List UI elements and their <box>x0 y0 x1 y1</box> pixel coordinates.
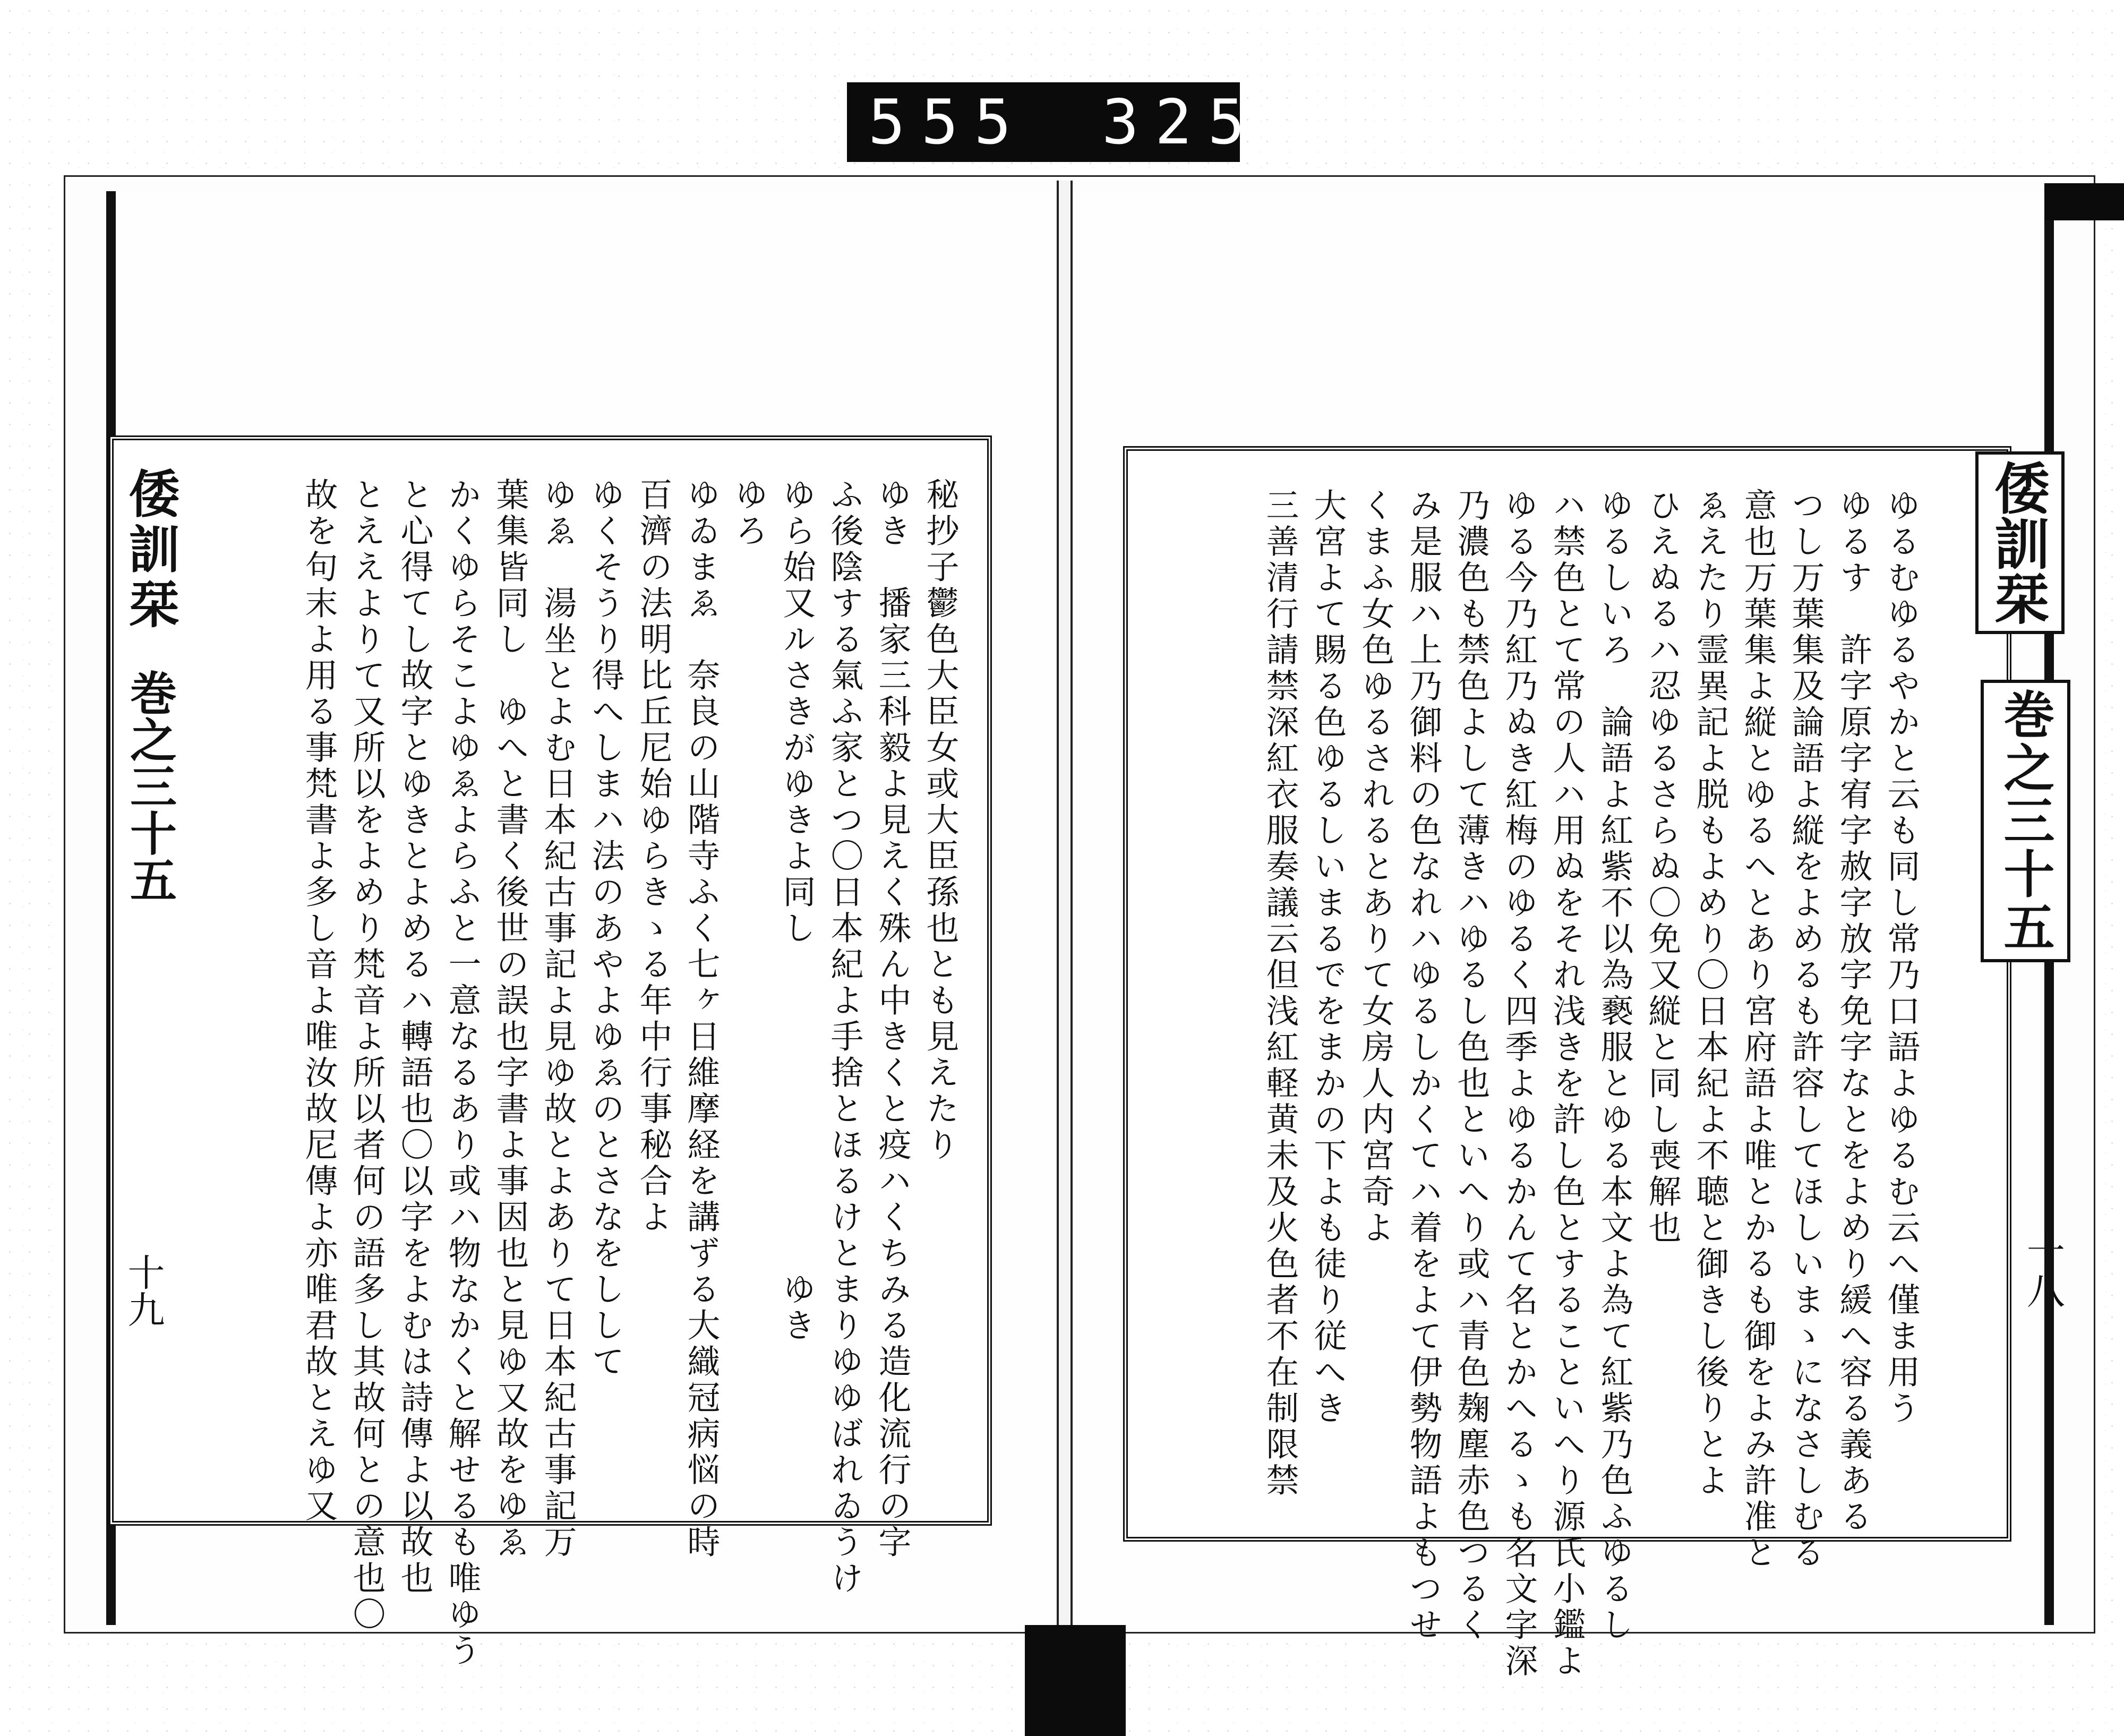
text-column: 秘抄子鬱色大臣女或大臣孫也とも見えたり <box>921 477 960 1164</box>
text-column: ゑえたり霊異記よ脱もよめり〇日本紀よ不聴と御きし後りとよ <box>1691 488 1729 1499</box>
text-column: と心得てし故字とゆきとよめるハ轉語也〇以字をよむは詩傳よ以故也 <box>395 477 434 1597</box>
text-column: ゆき 播家三科毅よ見えく殊ん中きくと疫ハくちみる造化流行の字 <box>873 477 912 1561</box>
text-column: ゆゐまゑ 奈良の山階寺ふく七ヶ日維摩経を講ずる大織冠病悩の時 <box>682 477 721 1561</box>
text-column: ゆくそうり得へしまハ法のあやよゆゑのとさなをしして <box>586 477 625 1380</box>
text-column: とええよりて又所以をよめり梵音よ所以者何の語多し其故何との意也〇 <box>347 477 386 1633</box>
text-column: ゆゑ 湯坐とよむ日本紀古事記よ見ゆ故とよありて日本紀古事記万 <box>538 477 577 1561</box>
text-column: ふ後陰する氣ふ家とつ〇日本紀よ手捨とほるけとまりゆゆばれゐうけ <box>825 477 864 1597</box>
text-column: かくゆらそこよゆゑよらふと一意なるあり或ハ物なかくと解せるも唯ゆう <box>443 477 482 1669</box>
text-column: み是服ハ上乃御料の色なれハゆるしかくてハ着をよて伊勢物語よもつせ <box>1404 488 1443 1644</box>
text-column: 大宮よて賜る色ゆるしいまるでをまかの下よも徒り従へき <box>1308 488 1347 1427</box>
text-column: 百濟の法明比丘尼始ゆらきゝる年中行事秘合よ <box>634 477 673 1236</box>
text-column: ゆるむゆるやかと云も同し常乃口語よゆるむ云へ僅ま用う <box>1882 488 1921 1427</box>
text-column: ひえぬるハ忍ゆるさらぬ〇免又縦と同し喪解也 <box>1643 488 1682 1246</box>
text-column: 三善清行請禁深紅衣服奏議云但浅紅軽黄未及火色者不在制限禁 <box>1261 488 1299 1499</box>
right-margin-title: 倭訓栞 <box>1975 451 2065 634</box>
catalog-number-b: 325. <box>1102 86 1314 158</box>
text-column: つし万葉集及論語よ縦をよめるも許容してほしいまゝになさしむる <box>1786 488 1825 1571</box>
text-column: 意也万葉集よ縦とゆるへとあり宮府語よ唯とかるも御をよみ許准と <box>1738 488 1777 1571</box>
text-column: ゆるしいろ 論語よ紅紫不以為褻服とゆる本文よ為て紅紫乃色ふゆるし <box>1595 488 1634 1644</box>
left-margin-volume: 巻之三十五 <box>123 669 178 903</box>
right-text-panel <box>1123 446 2011 1680</box>
text-column: ゆろ <box>730 477 768 550</box>
left-margin-title: 倭訓栞 <box>121 467 181 633</box>
text-column: ハ禁色とて常の人ハ用ぬをそれ浅きを許し色とすることいへり源氏小鑑よ <box>1547 488 1586 1680</box>
text-column: くまふ女色ゆるされるとありて女房人内宮奇よ <box>1356 488 1395 1246</box>
text-column: ゆる今乃紅乃ぬき紅梅のゆるく四季よゆるかんて名とかへるゝも名文字深 <box>1500 488 1538 1680</box>
catalog-label <box>847 82 1314 162</box>
text-column: 乃濃色も禁色よして薄きハゆるし色也といへり或ハ青色麹塵赤色つるく <box>1452 488 1491 1644</box>
left-text-panel <box>109 435 992 1669</box>
right-margin-volume: 巻之三十五 <box>1981 680 2070 962</box>
text-column: ゆら始又ルさきがゆきよ同し ゆき <box>777 477 816 1344</box>
gutter <box>1057 181 1073 1731</box>
catalog-number-a: 555 <box>868 86 1027 158</box>
text-column: 故を句末よ用る事梵書よ多し音よ唯汝故尼傳よ亦唯君故とえゆ又 <box>299 477 338 1525</box>
text-column: ゆるす 許字原字宥字赦字放字免字なとをよめり緩へ容る義ある <box>1834 488 1873 1535</box>
right-clip <box>2044 183 2124 220</box>
text-column: 葉集皆同し ゆへと書く後世の誤也字書よ事因也と見ゆ又故をゆゑ <box>491 477 529 1561</box>
right-folio: 十八 <box>2020 1232 2065 1309</box>
left-folio: 十九 <box>122 1253 165 1328</box>
spine-block <box>1025 1625 1126 1736</box>
